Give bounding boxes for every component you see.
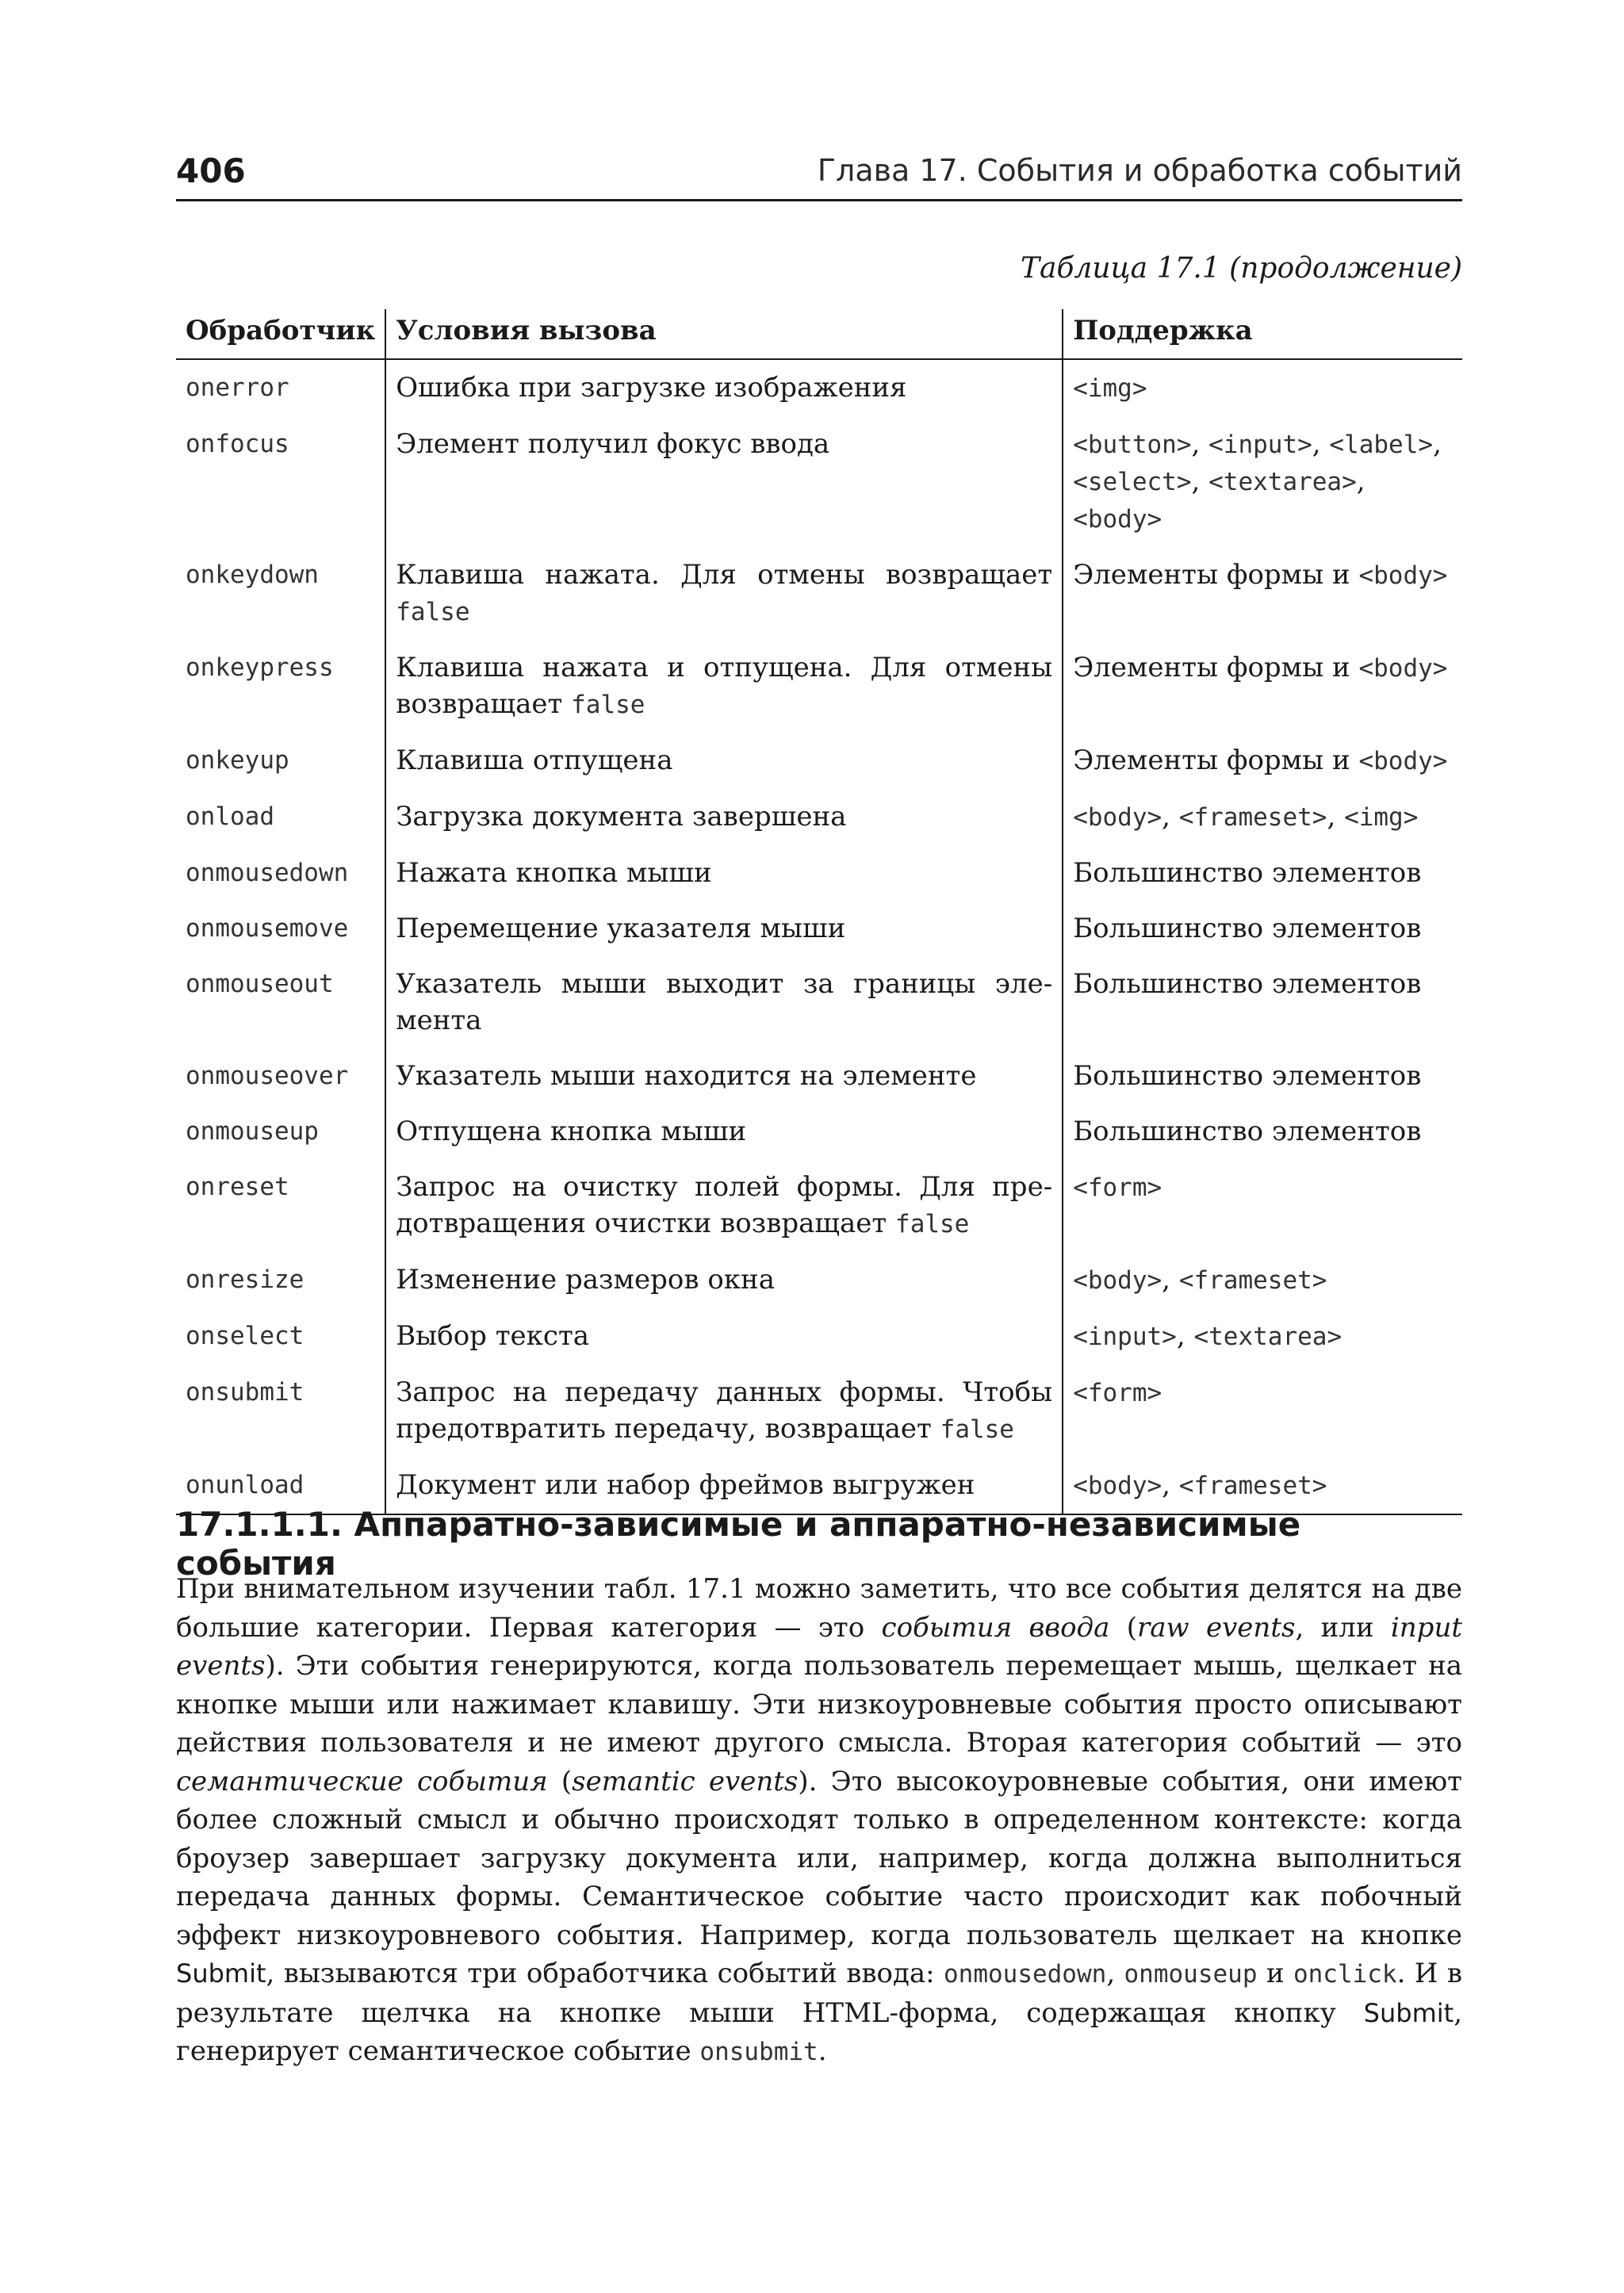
text-fragment: Нажата кнопка мыши [396, 857, 712, 889]
emphasis-text: input events [176, 1611, 1463, 1682]
code-fragment: <body> [1358, 654, 1448, 683]
table-row [176, 359, 1462, 416]
text-fragment: и [1257, 1958, 1293, 1989]
condition-cell [385, 359, 1063, 416]
code-fragment: <img> [1073, 374, 1147, 403]
column-header-support: Поддержка [1063, 309, 1462, 359]
text-fragment: Элементы формы и [1073, 652, 1359, 683]
emphasis-text: события ввода [881, 1611, 1110, 1644]
condition-cell [385, 1308, 1063, 1365]
handler-cell: onmouseover [176, 1048, 385, 1104]
condition-cell [385, 733, 1063, 789]
code-fragment: <input> [1073, 1323, 1177, 1351]
body-paragraph [176, 1570, 1462, 2072]
handler-cell: onsubmit [176, 1365, 385, 1457]
support-cell [1063, 733, 1462, 789]
code-fragment: <button> [1073, 431, 1192, 459]
text-fragment: Ошибка при загрузке изображения [396, 372, 907, 404]
text-fragment: Документ или набор фреймов выгружен [396, 1469, 975, 1501]
text-fragment: , [1162, 801, 1179, 833]
condition-cell [385, 1048, 1063, 1104]
condition-cell [385, 956, 1063, 1048]
text-fragment: , [1176, 1320, 1194, 1352]
code-fragment: <body> [1358, 747, 1448, 775]
ui-term: Submit [1363, 1997, 1454, 2028]
emphasis-text: семантические события [176, 1765, 548, 1797]
code-fragment: <form> [1073, 1379, 1162, 1407]
handler-cell: onfocus [176, 416, 385, 547]
table-body [176, 359, 1462, 1514]
support-cell [1063, 901, 1462, 956]
text-fragment: ( [1109, 1611, 1137, 1644]
handler-cell: onmouseout [176, 956, 385, 1048]
text-fragment: Запрос на очистку полей формы. Для предотвращения очистки возвращает [396, 1171, 1053, 1239]
condition-cell [385, 845, 1063, 901]
code-fragment: <frameset> [1178, 803, 1327, 832]
table-row [176, 956, 1462, 1048]
text-fragment: При внимательном изучении табл. 17.1 можно заметить, что все события делятся на две большие категории. Первая категория — это [176, 1573, 1462, 1644]
text-fragment: ). Эти события генерируются, когда пользователь перемещает мышь, щелкает на кнопке мыши или нажимает клавишу. Эти низкоуровневые события просто описывают действия пользователя и не имеют другого смысла. Вторая категория событий — это [176, 1650, 1462, 1759]
support-cell [1063, 416, 1462, 547]
code-fragment: onsubmit [699, 2038, 818, 2066]
chapter-title: Глава 17. События и обработка событий [817, 153, 1462, 188]
support-cell [1063, 547, 1462, 640]
text-fragment: Клавиша отпущена [396, 745, 673, 776]
condition-cell [385, 901, 1063, 956]
text-fragment: , [1191, 465, 1209, 497]
support-cell [1063, 1104, 1462, 1159]
handler-cell: onload [176, 789, 385, 845]
support-cell [1063, 1308, 1462, 1365]
support-cell [1063, 640, 1462, 733]
table-row [176, 1104, 1462, 1159]
text-fragment: , [1327, 801, 1345, 833]
text-fragment: . И в результате щелчка на кнопке мыши HTML-форма, содержащая кнопку [176, 1958, 1462, 2029]
text-fragment: , [1162, 1264, 1179, 1296]
code-fragment: <body> [1073, 1266, 1162, 1295]
text-fragment: Большинство элементов [1073, 1116, 1422, 1147]
support-cell [1063, 1159, 1462, 1252]
condition-cell [385, 640, 1063, 733]
support-cell [1063, 789, 1462, 845]
emphasis-text: semantic events [572, 1765, 799, 1797]
condition-cell [385, 789, 1063, 845]
handler-cell: onmouseup [176, 1104, 385, 1159]
code-fragment: <body> [1073, 1472, 1162, 1500]
table-caption: Таблица 17.1 (продолжение) [1020, 252, 1462, 285]
table-header-row [176, 309, 1462, 359]
text-fragment: Указатель мыши находится на элементе [396, 1060, 977, 1092]
table-row [176, 547, 1462, 640]
text-fragment: Большинство элементов [1073, 913, 1422, 944]
text-fragment: , [1356, 465, 1365, 497]
condition-cell [385, 1252, 1063, 1308]
handler-cell: onmousedown [176, 845, 385, 901]
code-fragment: <frameset> [1178, 1472, 1327, 1500]
condition-cell [385, 1159, 1063, 1252]
support-cell [1063, 956, 1462, 1048]
table-row [176, 789, 1462, 845]
text-fragment: , [1191, 428, 1209, 460]
text-fragment: , или [1295, 1611, 1391, 1644]
text-fragment: Большинство элементов [1073, 968, 1422, 1000]
text-fragment: Клавиша нажата. Для отмены возвращает [396, 559, 1053, 591]
text-fragment: . [818, 2035, 827, 2067]
page-number: 406 [176, 151, 246, 190]
events-table [176, 309, 1462, 1515]
running-header [176, 147, 1462, 201]
text-fragment: Перемещение указателя мыши [396, 913, 846, 944]
handler-cell: onselect [176, 1308, 385, 1365]
text-fragment: Элементы формы и [1073, 745, 1359, 776]
code-fragment: false [895, 1210, 970, 1238]
code-fragment: <form> [1073, 1173, 1162, 1202]
support-cell [1063, 1048, 1462, 1104]
handler-cell: onreset [176, 1159, 385, 1252]
text-fragment: Запрос на передачу данных формы. Чтобы предотвратить передачу, возвращает [396, 1376, 1053, 1445]
table-row [176, 1252, 1462, 1308]
code-fragment: <body> [1073, 505, 1162, 534]
table-row [176, 1159, 1462, 1252]
emphasis-text: raw events [1137, 1611, 1296, 1644]
text-fragment: , [1312, 428, 1330, 460]
section-heading: 17.1.1.1. Аппаратно-зависимые и аппаратно-независимые события [176, 1505, 1301, 1583]
text-fragment: Выбор текста [396, 1320, 590, 1352]
column-header-conditions: Условия вызова [385, 309, 1063, 359]
text-fragment: , [1433, 428, 1442, 460]
code-fragment: <img> [1344, 803, 1419, 832]
code-fragment: <textarea> [1193, 1323, 1342, 1351]
code-fragment: onclick [1293, 1960, 1397, 1989]
code-fragment: <frameset> [1178, 1266, 1327, 1295]
code-fragment: false [396, 598, 470, 626]
table-row [176, 416, 1462, 547]
text-fragment: Загрузка документа завершена [396, 801, 847, 833]
column-header-handler: Обработчик [176, 309, 385, 359]
support-cell [1063, 359, 1462, 416]
support-cell [1063, 845, 1462, 901]
condition-cell [385, 1365, 1063, 1457]
text-fragment: Отпущена кнопка мыши [396, 1116, 747, 1147]
text-fragment: , вызываются три обработчика событий ввода: [266, 1958, 944, 1989]
handler-cell: onunload [176, 1457, 385, 1514]
code-fragment: onmousedown [944, 1960, 1107, 1989]
support-cell [1063, 1365, 1462, 1457]
code-fragment: false [940, 1415, 1014, 1444]
text-fragment: , генерирует семантическое событие [176, 1996, 1462, 2067]
text-fragment: ( [547, 1765, 573, 1797]
condition-cell [385, 547, 1063, 640]
code-fragment: onmouseup [1124, 1960, 1258, 1989]
code-fragment: false [571, 691, 645, 719]
text-fragment: Большинство элементов [1073, 1060, 1422, 1092]
table-row [176, 1308, 1462, 1365]
condition-cell [385, 416, 1063, 547]
condition-cell [385, 1104, 1063, 1159]
text-fragment: Элемент получил фокус ввода [396, 428, 830, 460]
table-row [176, 1048, 1462, 1104]
code-fragment: <body> [1073, 803, 1162, 832]
handler-cell: onmousemove [176, 901, 385, 956]
code-fragment: <input> [1208, 431, 1312, 459]
code-fragment: <select> [1073, 468, 1192, 496]
text-fragment: Клавиша нажата и отпущена. Для отмены возвращает [396, 652, 1053, 720]
handler-cell: onkeypress [176, 640, 385, 733]
handler-cell: onerror [176, 359, 385, 416]
code-fragment: <body> [1358, 561, 1448, 590]
table-row [176, 1365, 1462, 1457]
text-fragment: Изменение размеров окна [396, 1264, 775, 1296]
handler-cell: onkeydown [176, 547, 385, 640]
table-row [176, 733, 1462, 789]
ui-term: Submit [176, 1958, 266, 1989]
text-fragment: Указатель мыши выходит за границы элемента [396, 968, 1053, 1036]
text-fragment: , [1106, 1958, 1124, 1989]
table-row [176, 901, 1462, 956]
support-cell [1063, 1252, 1462, 1308]
table-row [176, 845, 1462, 901]
code-fragment: <label> [1329, 431, 1434, 459]
table-row [176, 640, 1462, 733]
text-fragment: , [1162, 1469, 1179, 1501]
code-fragment: <textarea> [1208, 468, 1357, 496]
handler-cell: onkeyup [176, 733, 385, 789]
text-fragment: Элементы формы и [1073, 559, 1359, 591]
text-fragment: Большинство элементов [1073, 857, 1422, 889]
text-fragment: ). Это высокоуровневые события, они имеют более сложный смысл и обычно происходят только в определенном контексте: когда броузер завершает загрузку документа или, например, когда должна выполниться передача данных формы. Семантическое событие часто происходит как побочный эффект низкоуровневого события. Например, когда пользователь щелкает на кнопке [176, 1765, 1462, 1951]
handler-cell: onresize [176, 1252, 385, 1308]
